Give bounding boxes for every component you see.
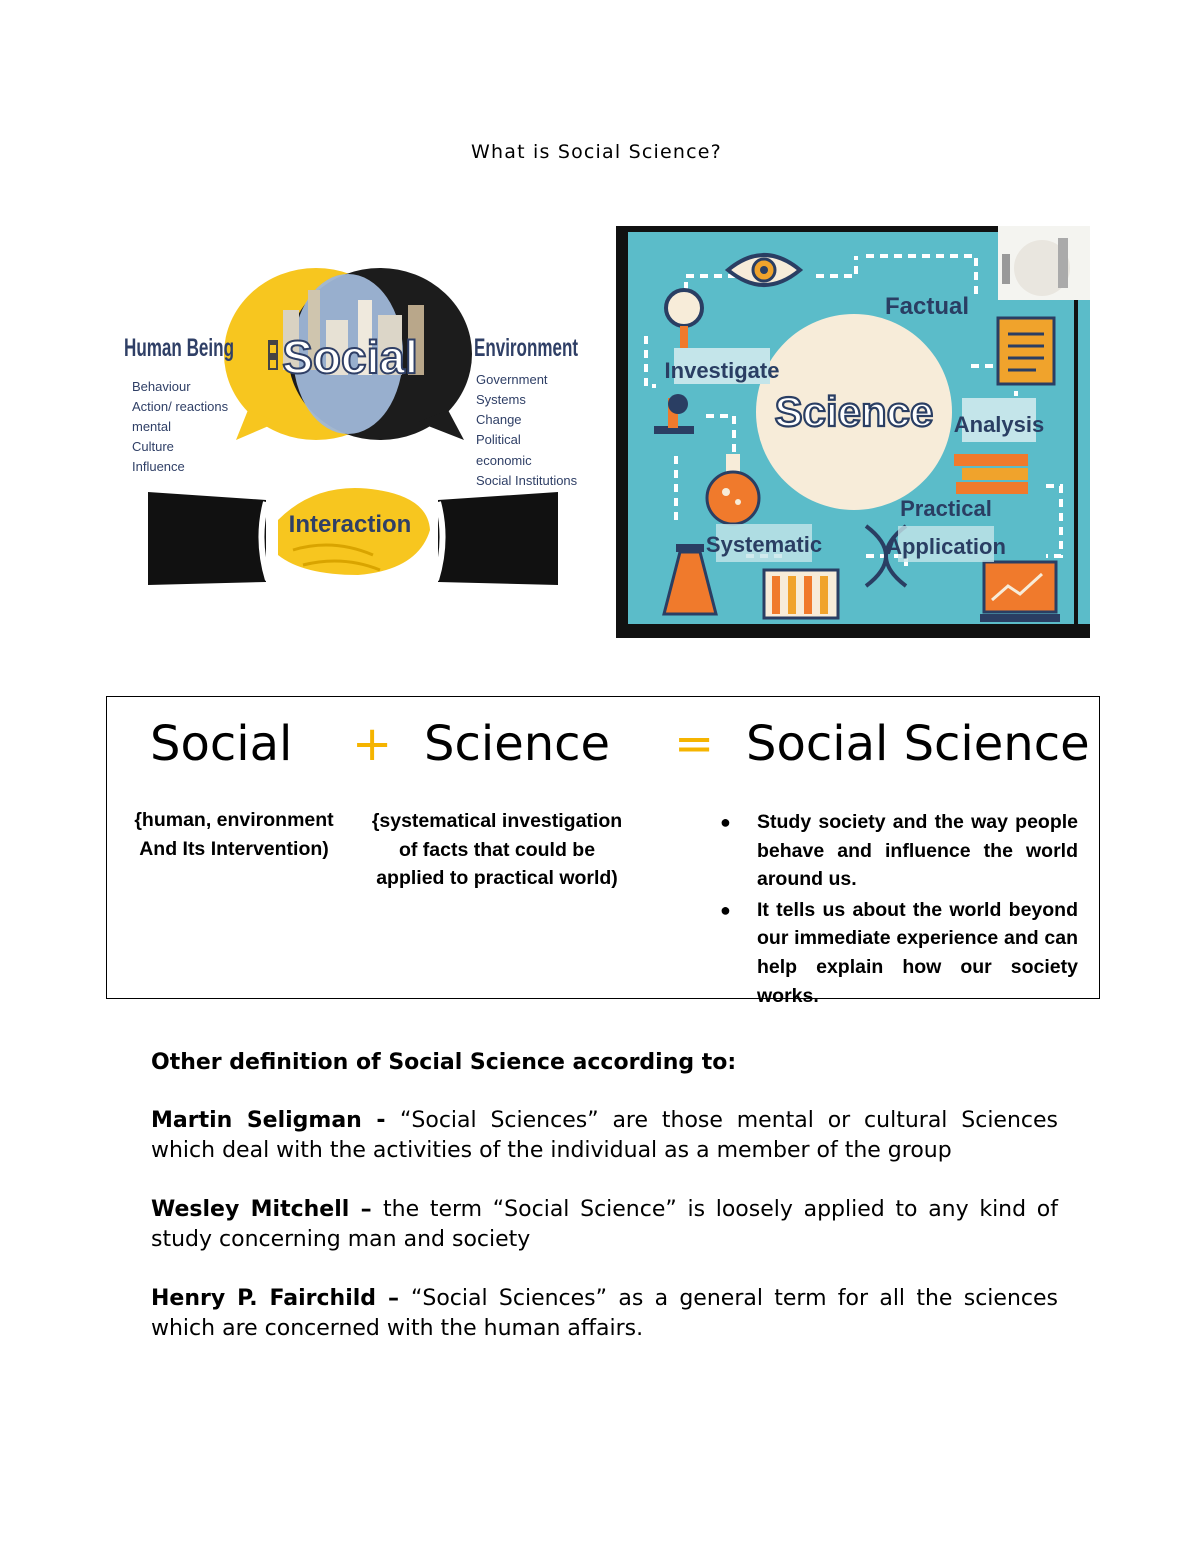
- science-illustration: [616, 226, 1090, 638]
- environment-item: Government: [476, 372, 548, 387]
- human-item: Action/ reactions: [132, 399, 229, 414]
- environment-item: economic: [476, 453, 532, 468]
- environment-item: Change: [476, 412, 522, 427]
- definitions-heading: Other definition of Social Science according to:: [151, 1050, 737, 1075]
- label-factual: Factual: [884, 293, 970, 320]
- definition-mitchell: Wesley Mitchell – the term “Social Science” is loosely applied to any kind of study concerning man and society: [151, 1197, 1058, 1252]
- term-science: Science: [424, 716, 611, 772]
- environment-heading: Environment: [474, 334, 579, 362]
- monitor-icon: [980, 562, 1060, 622]
- social-science-bullets: [720, 808, 1078, 1012]
- term-social: Social: [150, 716, 293, 772]
- interaction-word: Interaction: [288, 511, 412, 538]
- human-item: Culture: [132, 439, 174, 454]
- page-title: What is Social Science?: [471, 141, 722, 163]
- social-description: {human, environment And Its Intervention): [134, 809, 334, 860]
- human-being-list: [132, 379, 229, 474]
- label-analysis: Analysis: [953, 412, 1045, 437]
- environment-item: Political: [476, 432, 521, 447]
- document-icon: [998, 318, 1054, 384]
- test-tubes-icon: [764, 570, 838, 618]
- list-item: ● Study society and the way people behave and influence the world around us.: [720, 808, 1078, 894]
- environment-list: [476, 372, 578, 488]
- label-practical: Practical: [900, 496, 992, 521]
- environment-item: Social Institutions: [476, 473, 578, 488]
- bullet-icon: ●: [720, 899, 731, 920]
- label-application: Application: [886, 534, 1006, 559]
- term-social-science: Social Science: [746, 716, 1090, 772]
- human-item: Influence: [132, 459, 185, 474]
- bullet-icon: ●: [720, 812, 731, 832]
- human-item: mental: [132, 419, 172, 434]
- label-systematic: Systematic: [705, 532, 823, 557]
- human-item: Behaviour: [132, 379, 191, 394]
- books-icon: [954, 454, 1028, 494]
- social-word: Social: [282, 331, 418, 383]
- science-description: {systematical investigation of facts that could be applied to practical world): [371, 810, 623, 889]
- science-word: Science: [774, 388, 934, 435]
- environment-item: Systems: [476, 392, 526, 407]
- definition-fairchild: Henry P. Fairchild – “Social Sciences” as a general term for all the sciences which are concerned with the human affairs.: [151, 1286, 1058, 1341]
- human-being-heading: Human Being: [124, 334, 234, 362]
- list-item: ● It tells us about the world beyond our immediate experience and can help explain how our society works.: [720, 896, 1078, 1011]
- label-investigate: Investigate: [664, 358, 780, 383]
- definition-text: “Social Sciences” as a general term for all the sciences which are concerned with the human affairs.: [151, 1286, 1058, 1341]
- definition-seligman: Martin Seligman - “Social Sciences” are those mental or cultural Sciences which deal with the activities of the individual as a member of the group: [151, 1108, 1058, 1163]
- equals-sign: =: [674, 716, 715, 772]
- author-name: Martin Seligman: [151, 1108, 362, 1133]
- social-illustration: [118, 270, 588, 592]
- definition-text: “Social Sciences” are those mental or cultural Sciences which deal with the activities of the individual as a member of the group: [151, 1108, 1058, 1163]
- author-name: Henry P. Fairchild: [151, 1286, 377, 1311]
- author-name: Wesley Mitchell: [151, 1197, 350, 1222]
- definition-text: the term “Social Science” is loosely applied to any kind of study concerning man and society: [151, 1197, 1058, 1252]
- plus-sign: +: [352, 716, 393, 772]
